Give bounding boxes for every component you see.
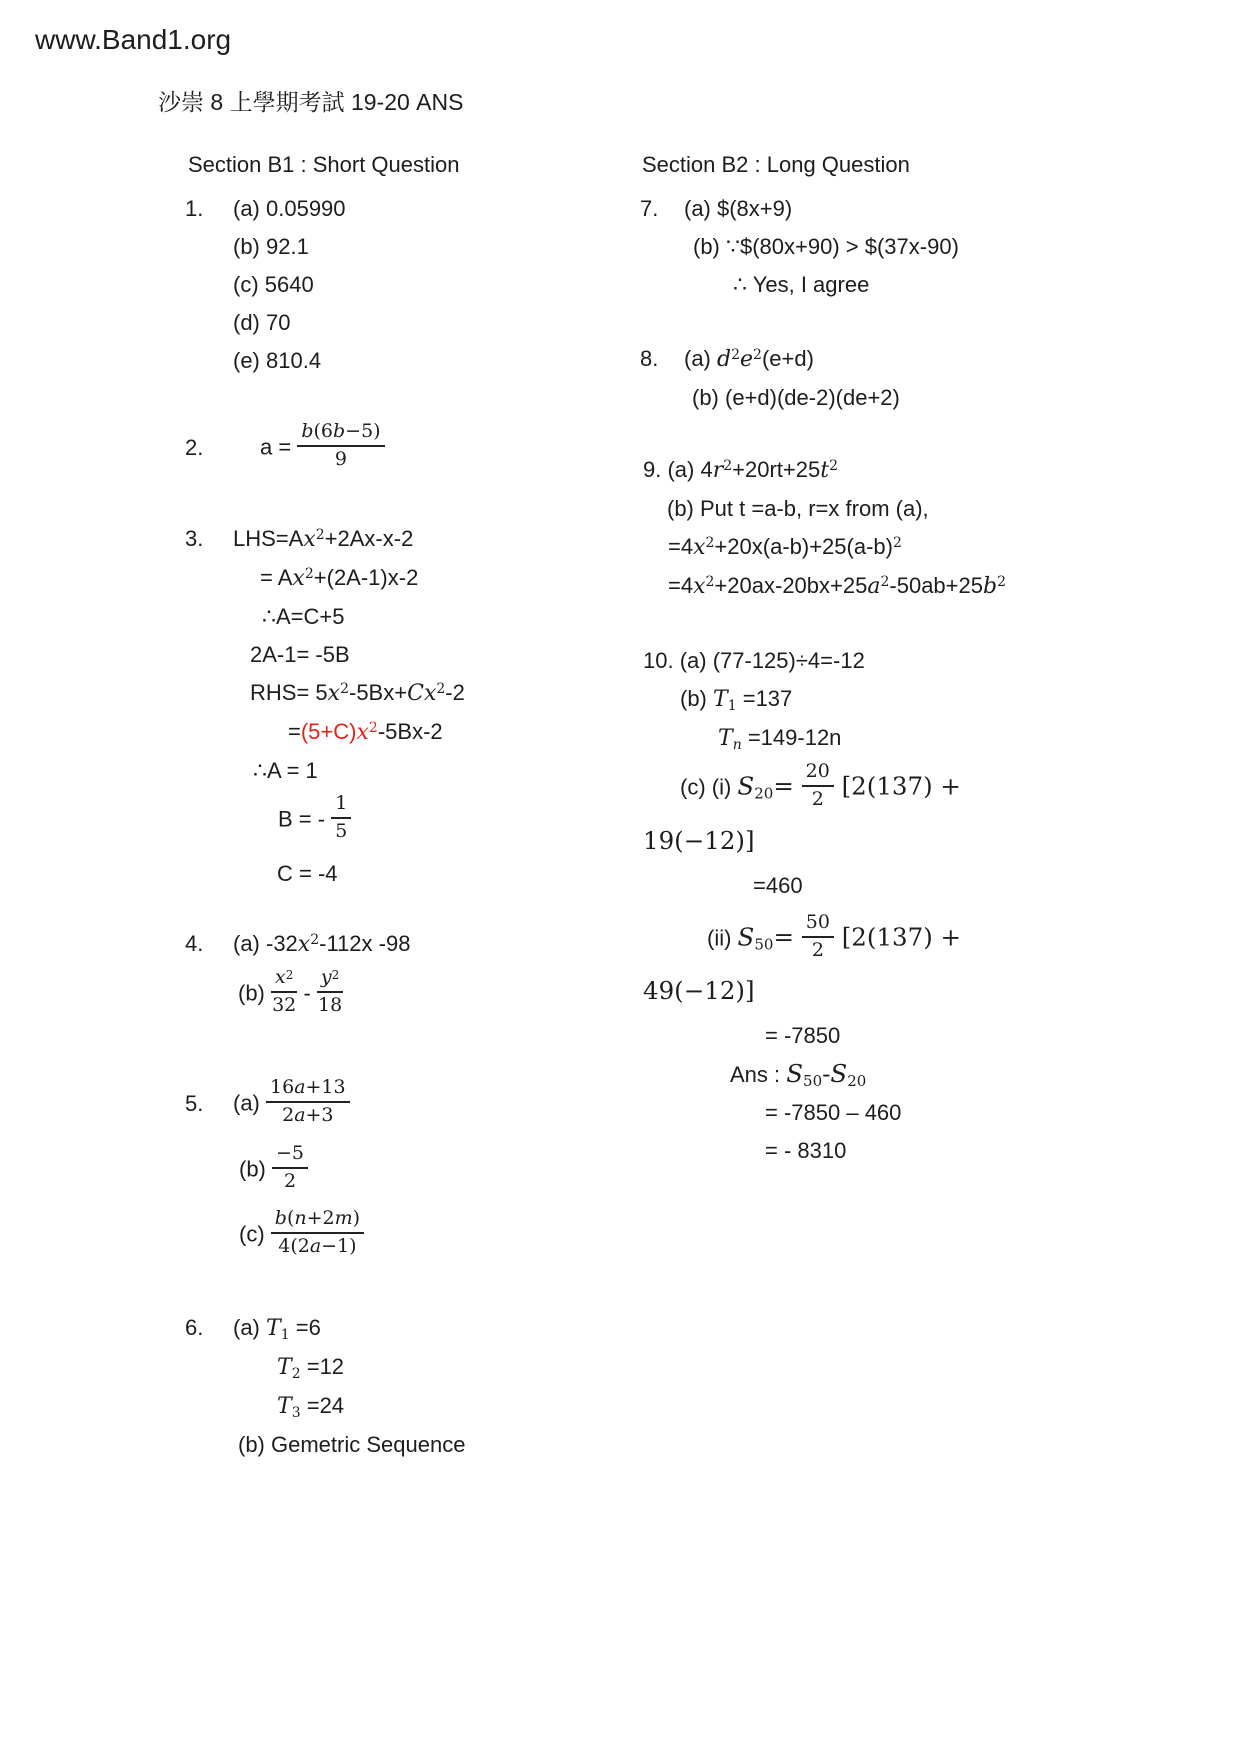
text-segment: (ii) [707, 925, 738, 951]
text-segment: C = -4 [277, 861, 338, 887]
text-segment: =460 [753, 872, 803, 898]
text-segment: 2 [291, 1366, 301, 1383]
text-segment: = A [260, 564, 293, 590]
answer-line [185, 1309, 615, 1348]
answer-line [643, 972, 1225, 1011]
text-segment: e [740, 347, 754, 372]
text-segment: = [288, 718, 301, 744]
text-segment: (a) [233, 1090, 266, 1116]
answer-line [668, 567, 1225, 606]
text-segment: 2 [331, 968, 340, 983]
text-segment: 2 [705, 535, 715, 551]
fraction [266, 1077, 350, 1127]
question-number: 4. [185, 931, 204, 957]
text-segment: ∴A=C+5 [262, 603, 345, 629]
answer-line [753, 867, 1225, 905]
text-segment: +(2A-1)x-2 [313, 564, 419, 590]
text-segment: m [334, 1207, 353, 1230]
text-segment: (a) 0.05990 [233, 196, 346, 221]
text-segment: (b) Gemetric Sequence [238, 1432, 466, 1458]
fraction [802, 761, 834, 811]
answer-line [692, 379, 1225, 417]
text-segment: a [309, 1235, 322, 1258]
question-number: 6. [185, 1315, 204, 1341]
text-segment: (d) 70 [233, 310, 291, 335]
text-segment: =4 [668, 534, 694, 559]
text-segment: (b) [239, 1156, 272, 1182]
text-segment: (c) (i) [680, 774, 738, 800]
text-segment: 2 [304, 565, 314, 582]
text-segment: a [294, 1076, 306, 1099]
text-segment: (b) [238, 981, 271, 1007]
text-segment: Ans : [730, 1062, 787, 1088]
text-segment: 1 [335, 791, 348, 814]
text-segment: 2A-1= -5B [250, 641, 350, 667]
text-segment: n [294, 1207, 307, 1230]
text-segment: 3 [291, 1405, 301, 1422]
text-segment: [2(137) + [833, 922, 962, 952]
text-segment: x [297, 932, 311, 958]
answer-line [250, 636, 615, 674]
text-segment: (a) $(8x+9) [684, 196, 793, 221]
section-b2-heading: Section B2 : Long Question [642, 152, 910, 177]
text-segment: 4(2 [278, 1235, 310, 1258]
answer-line [262, 598, 615, 636]
text-segment: 32 [272, 994, 297, 1017]
text-segment: =137 [736, 686, 793, 711]
fraction [297, 421, 384, 471]
section-b1-lines [185, 190, 615, 1464]
text-segment: −1) [321, 1235, 357, 1258]
answer-line [238, 966, 615, 1020]
text-segment: (e) 810.4 [233, 348, 322, 373]
text-segment: x [423, 680, 437, 706]
text-segment: ∴ Yes, I agree [733, 272, 870, 297]
fraction [802, 912, 834, 962]
text-segment: -5Bx-2 [377, 718, 443, 744]
answer-line [233, 304, 615, 342]
text-segment: x [693, 535, 706, 560]
answer-line [643, 642, 1225, 680]
text-segment: -112x -98 [319, 931, 411, 957]
text-segment: T [718, 726, 733, 751]
section-b2-lines [640, 190, 1225, 1170]
text-segment: b [301, 420, 314, 442]
answer-line [239, 1207, 615, 1261]
text-segment: -2 [445, 679, 465, 705]
text-segment: =12 [300, 1354, 345, 1380]
text-segment: - [297, 981, 317, 1007]
fraction [271, 1208, 364, 1258]
text-segment: 2 [282, 1103, 295, 1126]
answer-line [278, 791, 615, 846]
text-segment: B = - [278, 806, 332, 832]
answer-line [288, 713, 615, 752]
answer-line [185, 190, 615, 228]
text-segment: y [320, 966, 332, 989]
text-segment: 2 [753, 347, 762, 363]
text-segment: 9 [334, 447, 347, 470]
text-segment: b [982, 574, 998, 599]
text-segment: 2 [368, 719, 378, 736]
text-segment: +3 [305, 1103, 334, 1126]
answer-line [233, 266, 615, 304]
text-segment: S [786, 1059, 804, 1089]
text-segment: -50ab+25 [889, 573, 983, 598]
text-segment: 18 [318, 994, 343, 1017]
text-segment: b [333, 420, 346, 442]
answer-line [765, 1132, 1225, 1170]
text-segment: (e+d) [761, 346, 814, 371]
answer-line [250, 674, 615, 713]
answer-line [643, 451, 1225, 490]
answer-line [693, 228, 1225, 266]
text-segment: C [407, 680, 424, 706]
answer-line [733, 266, 1225, 304]
text-segment: (b) ∵$(80x+90) > $(37x-90) [693, 234, 959, 259]
text-segment: T [713, 687, 728, 712]
text-segment: 1 [280, 1327, 290, 1344]
text-segment: (6 [313, 420, 333, 442]
text-segment: (a) -32 [233, 931, 298, 957]
answer-line [643, 822, 1225, 861]
text-segment: = [773, 922, 802, 952]
text-segment: 2 [315, 526, 325, 543]
text-segment: −5) [345, 420, 381, 442]
text-segment: 2 [283, 1169, 297, 1192]
text-segment: (a) [233, 1315, 266, 1341]
text-segment: 2 [880, 574, 890, 590]
text-segment: LHS=A [233, 525, 304, 551]
text-segment: ∴A = 1 [253, 757, 318, 783]
text-segment: 2 [829, 458, 838, 474]
section-b1-column [185, 146, 615, 1464]
text-segment: 49(−12)] [643, 976, 755, 1006]
text-segment: x [356, 719, 369, 745]
answer-line [680, 680, 1225, 719]
text-segment: [2(137) + [833, 771, 961, 801]
answer-line [707, 910, 1225, 965]
text-segment: T [266, 1316, 281, 1342]
text-segment: +20x(a-b)+25(a-b) [714, 534, 893, 559]
text-segment: +2Ax-x-2 [324, 525, 414, 551]
text-segment: =149-12n [741, 725, 842, 750]
answer-line [185, 925, 615, 964]
answer-line [233, 342, 615, 380]
section-b2-column [640, 146, 1225, 1170]
text-segment: (a) [684, 346, 717, 371]
fraction [331, 793, 351, 843]
text-segment: 5 [335, 819, 348, 842]
text-segment: 2 [811, 787, 824, 810]
fraction [271, 967, 297, 1017]
answer-line [260, 559, 615, 598]
text-segment: =24 [300, 1393, 345, 1419]
text-segment: 50 [803, 1072, 823, 1091]
text-segment: 2 [285, 968, 294, 983]
text-segment: d [717, 347, 732, 372]
question-number: 7. [640, 196, 659, 221]
text-segment: =4 [668, 573, 694, 598]
text-segment: 2 [892, 535, 902, 551]
text-segment: = -7850 [765, 1023, 841, 1049]
text-segment: 2 [723, 458, 733, 474]
text-segment: 50 [805, 910, 830, 933]
text-segment: 19(−12)] [643, 825, 755, 855]
text-segment: 20 [754, 784, 774, 803]
text-segment: x [275, 966, 286, 989]
answer-line [765, 1017, 1225, 1055]
text-segment: 10. (a) (77-125)÷4=-12 [643, 648, 865, 673]
text-segment: +20ax-20bx+25 [714, 573, 868, 598]
text-segment: +20rt+25 [732, 457, 821, 482]
text-segment: x [693, 574, 706, 599]
question-number: 2. [185, 434, 204, 460]
fraction [272, 1143, 308, 1193]
text-segment: - [822, 1059, 831, 1089]
text-segment: = -7850 – 460 [765, 1100, 902, 1126]
text-segment: a [867, 574, 881, 599]
text-segment: S [737, 922, 755, 952]
text-segment: (b) 92.1 [233, 234, 309, 259]
text-segment: 16 [270, 1076, 295, 1099]
answer-line [668, 528, 1225, 567]
text-segment: 9. (a) 4 [643, 457, 713, 482]
text-segment: 2 [731, 347, 741, 363]
text-segment: T [277, 1394, 292, 1420]
answer-line [765, 1094, 1225, 1132]
answer-line [185, 520, 615, 559]
text-segment: 2 [705, 574, 715, 590]
fraction [317, 967, 343, 1017]
answer-line [640, 340, 1225, 379]
text-segment: (b) Put t =a-b, r=x from (a), [667, 496, 929, 521]
text-segment: ) [352, 1207, 361, 1230]
answer-line [277, 855, 615, 893]
text-segment: T [277, 1355, 292, 1381]
answer-line [718, 719, 1225, 758]
site-watermark: www.Band1.org [35, 24, 232, 55]
answer-line [239, 1141, 615, 1196]
text-segment: b [274, 1207, 287, 1230]
text-segment: 2 [340, 680, 349, 697]
text-segment: +13 [305, 1076, 346, 1099]
text-segment: 50 [754, 935, 774, 954]
text-segment: 1 [727, 698, 737, 714]
text-segment: t [820, 458, 830, 483]
answer-line [667, 490, 1225, 528]
text-segment: 2 [436, 680, 446, 697]
exam-title: 沙崇 8 上學期考試 19-20 ANS [158, 89, 464, 115]
text-segment: =6 [289, 1315, 321, 1341]
text-segment: r [712, 458, 724, 483]
text-segment: x [292, 565, 305, 591]
text-segment: ( [286, 1207, 295, 1230]
text-segment: a [294, 1103, 306, 1126]
text-segment: 20 [847, 1072, 867, 1091]
question-number: 8. [640, 346, 659, 371]
question-number: 1. [185, 196, 204, 221]
section-b1-heading: Section B1 : Short Question [188, 152, 460, 177]
text-segment: 20 [805, 760, 830, 782]
text-segment: S [737, 771, 755, 801]
text-segment: n [732, 737, 742, 753]
question-number: 3. [185, 525, 204, 551]
answer-line [233, 228, 615, 266]
text-segment: (c) 5640 [233, 272, 314, 297]
text-segment: x [303, 526, 316, 552]
text-segment: S [830, 1059, 848, 1089]
text-segment: = [773, 771, 802, 801]
text-segment: x [327, 680, 341, 706]
answer-line [277, 1387, 615, 1426]
text-segment: +2 [306, 1207, 335, 1230]
text-segment: RHS= 5 [250, 679, 328, 705]
answer-line [640, 190, 1225, 228]
text-segment: -5Bx+ [349, 679, 408, 705]
text-segment: 2 [997, 574, 1006, 590]
text-segment: (b) (e+d)(de-2)(de+2) [692, 385, 900, 410]
text-segment: = - 8310 [765, 1138, 847, 1164]
question-number: 5. [185, 1090, 204, 1116]
answer-line [277, 1348, 615, 1387]
answer-line [238, 1426, 615, 1464]
text-segment: a = [260, 434, 298, 460]
text-segment: 2 [811, 938, 824, 961]
answer-line [185, 1076, 615, 1130]
answer-line [253, 752, 615, 790]
text-segment: (c) [239, 1222, 271, 1248]
answer-line [730, 1055, 1225, 1094]
text-segment: 2 [310, 932, 320, 949]
text-segment: −5 [276, 1141, 305, 1164]
answer-line [680, 760, 1225, 814]
text-segment: (5+C) [300, 718, 357, 744]
text-segment: (b) [680, 686, 713, 711]
answer-line [185, 420, 615, 474]
